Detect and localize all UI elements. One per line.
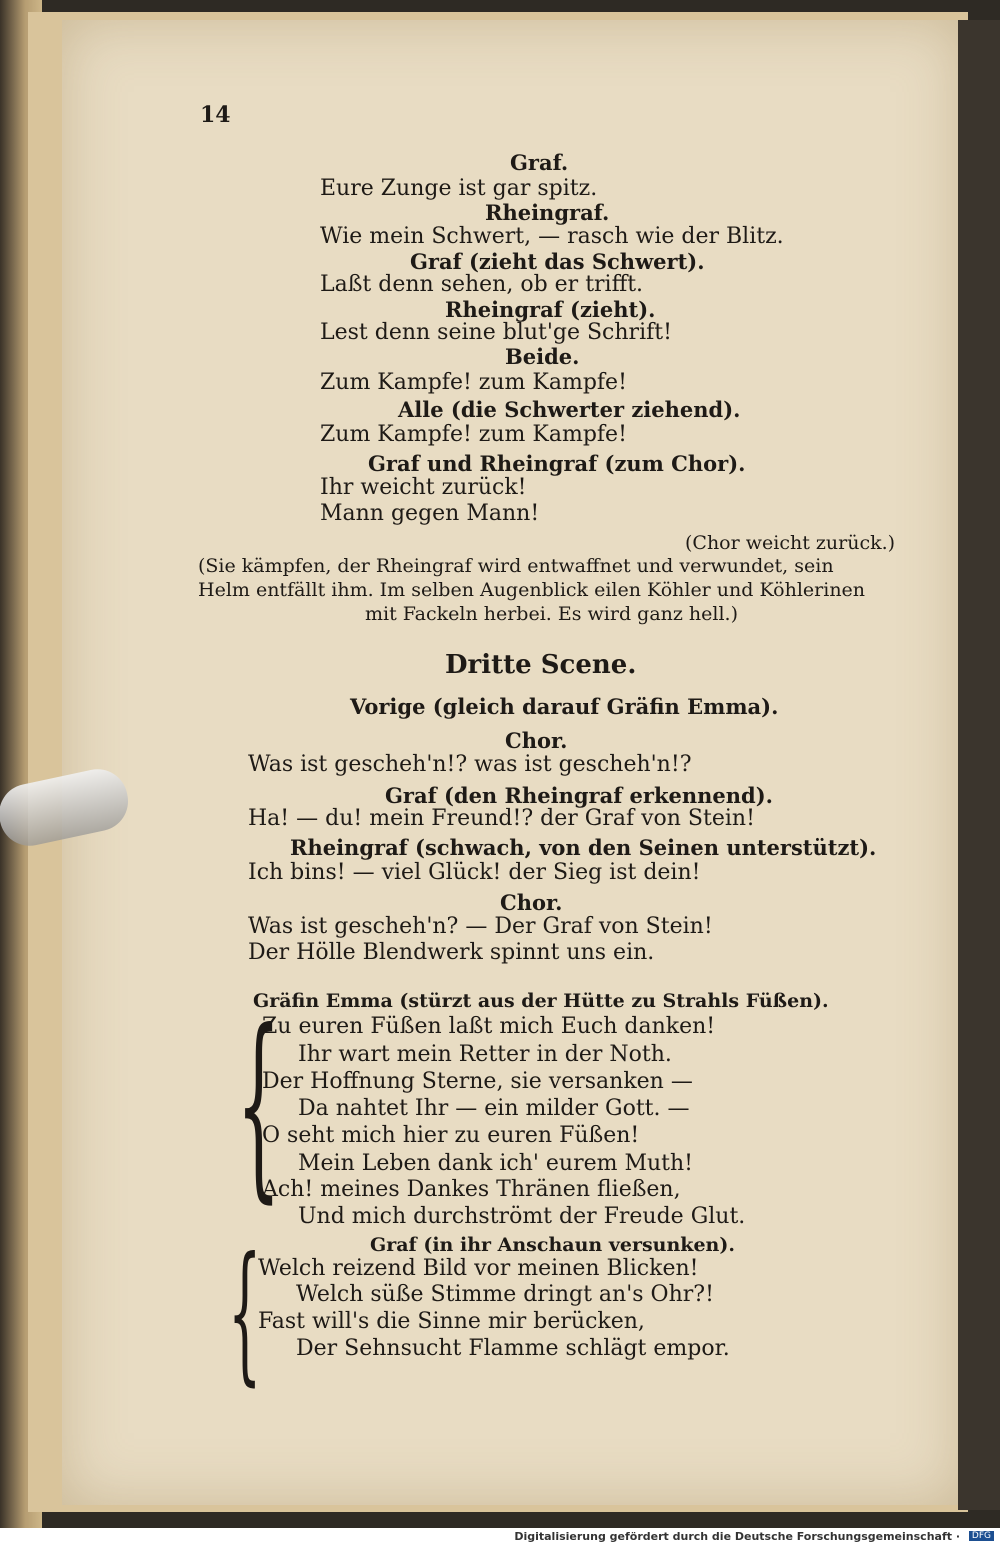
verse-line: Ihr wart mein Retter in der Noth.	[298, 1042, 672, 1067]
verse-line: Der Hölle Blendwerk spinnt uns ein.	[248, 940, 655, 965]
speaker-line: Graf (in ihr Anschaun versunken).	[370, 1234, 735, 1256]
footer-credit: Digitalisierung gefördert durch die Deutsche Forschungsgemeinschaft ·	[514, 1530, 960, 1543]
verse-line: O seht mich hier zu euren Füßen!	[262, 1123, 640, 1148]
verse-line: Da nahtet Ihr — ein milder Gott. —	[298, 1096, 690, 1121]
speaker-line: Graf (den Rheingraf erkennend).	[385, 783, 773, 808]
footer-bar	[0, 1528, 1000, 1548]
verse-line: Eure Zunge ist gar spitz.	[320, 176, 598, 201]
speaker-line: Rheingraf.	[485, 200, 610, 225]
stage-direction: (Chor weicht zurück.)	[685, 532, 896, 554]
verse-line: Der Hoffnung Sterne, sie versanken —	[262, 1069, 693, 1094]
verse-line: Welch reizend Bild vor meinen Blicken!	[258, 1256, 699, 1281]
verse-line: Zum Kampfe! zum Kampfe!	[320, 422, 627, 447]
verse-line: Mann gegen Mann!	[320, 501, 540, 526]
speaker-line: Alle (die Schwerter ziehend).	[398, 397, 741, 422]
verse-line: Was ist gescheh'n!? was ist gescheh'n!?	[248, 752, 692, 777]
verse-line: Ihr weicht zurück!	[320, 475, 527, 500]
verse-line: Zu euren Füßen laßt mich Euch danken!	[262, 1014, 716, 1039]
verse-line: Wie mein Schwert, — rasch wie der Blitz.	[320, 224, 784, 249]
verse-line: Ich bins! — viel Glück! der Sieg ist dein!	[248, 860, 701, 885]
verse-brace: {	[236, 988, 281, 1221]
speaker-line: Gräfin Emma (stürzt aus der Hütte zu Strahls Füßen).	[253, 990, 829, 1012]
speaker-line: Vorige (gleich darauf Gräfin Emma).	[350, 694, 779, 719]
stage-direction: (Sie kämpfen, der Rheingraf wird entwaffnet und verwundet, sein	[198, 555, 834, 577]
verse-line: Welch süße Stimme dringt an's Ohr?!	[296, 1282, 714, 1307]
next-page-edge	[958, 20, 1000, 1510]
verse-line: Ach! meines Dankes Thränen fließen,	[262, 1177, 681, 1202]
speaker-line: Graf (zieht das Schwert).	[410, 249, 705, 274]
verse-line: Ha! — du! mein Freund!? der Graf von Stein!	[248, 806, 755, 831]
speaker-line: Chor.	[505, 728, 568, 753]
verse-line: Fast will's die Sinne mir berücken,	[258, 1309, 645, 1334]
speaker-line: Chor.	[500, 890, 563, 915]
scene-heading: Dritte Scene.	[445, 650, 637, 680]
verse-line: Lest denn seine blut'ge Schrift!	[320, 320, 672, 345]
page-number: 14	[200, 102, 231, 128]
verse-line: Mein Leben dank ich' eurem Muth!	[298, 1151, 694, 1176]
verse-line: Der Sehnsucht Flamme schlägt empor.	[296, 1336, 730, 1361]
stage-direction: mit Fackeln herbei. Es wird ganz hell.)	[365, 603, 739, 625]
speaker-line: Graf.	[510, 150, 569, 175]
verse-brace: {	[228, 1226, 262, 1400]
dfg-logo: DFG	[969, 1531, 994, 1541]
speaker-line: Rheingraf (zieht).	[445, 297, 656, 322]
verse-line: Was ist gescheh'n? — Der Graf von Stein!	[248, 914, 713, 939]
speaker-line: Graf und Rheingraf (zum Chor).	[368, 451, 746, 476]
speaker-line: Beide.	[505, 344, 580, 369]
speaker-line: Rheingraf (schwach, von den Seinen unterstützt).	[290, 835, 877, 860]
stage-direction: Helm entfällt ihm. Im selben Augenblick eilen Köhler und Köhlerinen	[198, 579, 866, 601]
verse-line: Und mich durchströmt der Freude Glut.	[298, 1204, 746, 1229]
verse-line: Laßt denn sehen, ob er trifft.	[320, 272, 644, 297]
verse-line: Zum Kampfe! zum Kampfe!	[320, 370, 627, 395]
